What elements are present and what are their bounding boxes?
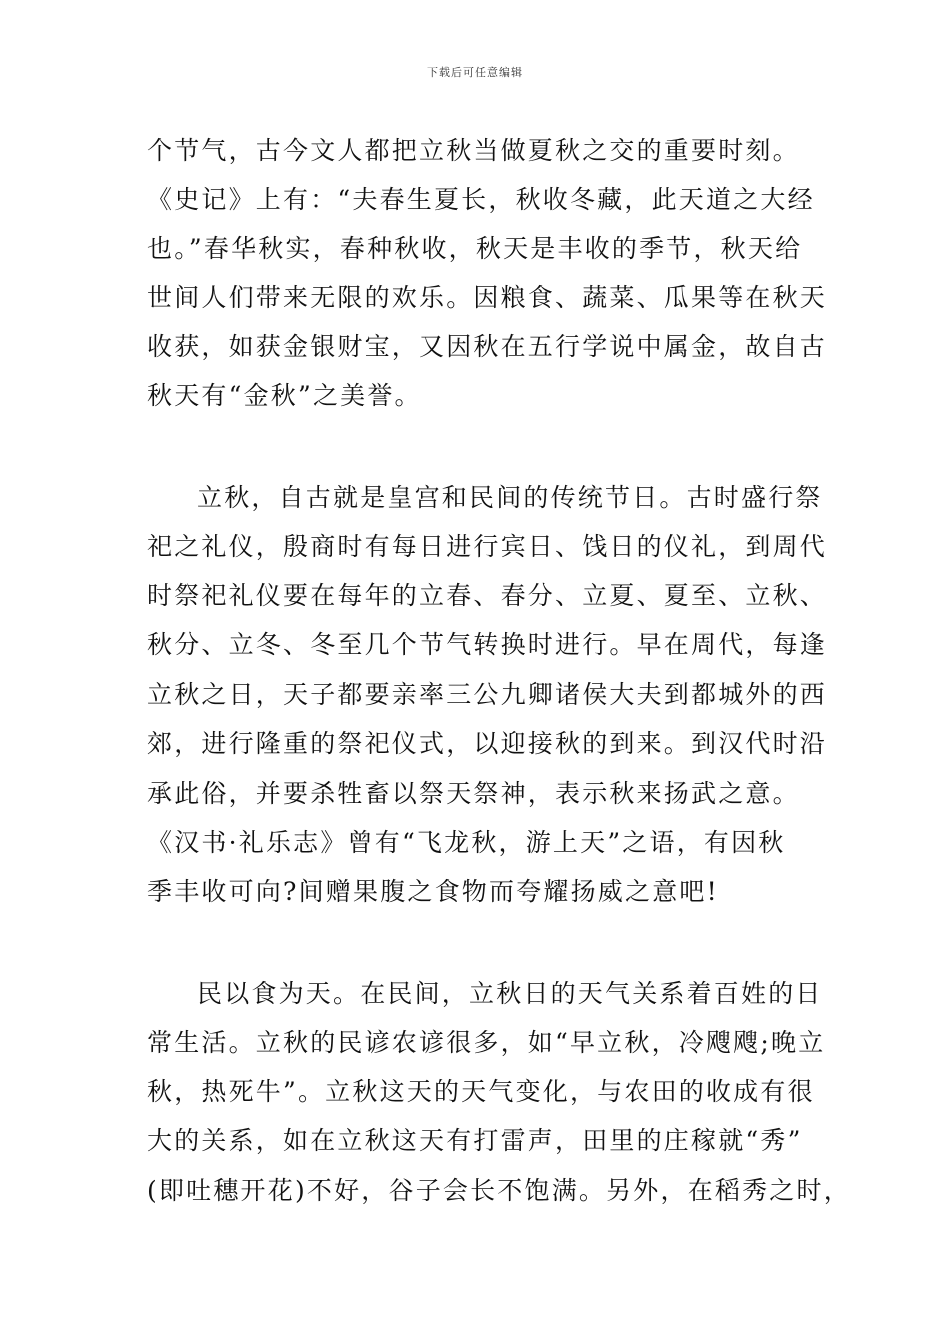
text-line: 《汉书·礼乐志》曾有“飞龙秋，游上天”之语，有因秋 xyxy=(147,828,786,857)
text-line: 郊，进行隆重的祭祀仪式，以迎接秋的到来。到汉代时沿 xyxy=(147,729,828,758)
text-line: 《史记》上有：“夫春生夏长，秋收冬藏，此天道之大经 xyxy=(147,185,815,214)
text-line: (即吐穗开花)不好，谷子会长不饱满。另外，在稻秀之时， xyxy=(147,1176,851,1205)
text-line: 秋天有“金秋”之美誉。 xyxy=(147,381,422,410)
text-line: 也。”春华秋实，春种秋收，秋天是丰收的季节，秋天给 xyxy=(147,234,803,263)
page-header: 下载后可任意编辑 xyxy=(427,66,523,79)
text-line: 个节气，古今文人都把立秋当做夏秋之交的重要时刻。 xyxy=(147,136,800,165)
text-line: 常生活。立秋的民谚农谚很多，如“早立秋，冷飕飕;晚立 xyxy=(147,1028,826,1057)
text-line: 时祭祀礼仪要在每年的立春、春分、立夏、夏至、立秋、 xyxy=(147,581,828,610)
text-line: 季丰收可向?间赠果腹之食物而夸耀扬威之意吧! xyxy=(147,877,719,906)
text-line: 承此俗，并要杀牲畜以祭天祭神，表示秋来扬武之意。 xyxy=(147,779,800,808)
text-line: 收获，如获金银财宝，又因秋在五行学说中属金，故自古 xyxy=(147,332,828,361)
text-line: 立秋之日，天子都要亲率三公九卿诸侯大夫到都城外的西 xyxy=(147,680,828,709)
text-line: 祀之礼仪，殷商时有每日进行宾日、饯日的仪礼，到周代 xyxy=(147,532,828,561)
text-line: 立秋，自古就是皇宫和民间的传统节日。古时盛行祭 xyxy=(197,483,823,512)
text-line: 秋分、立冬、冬至几个节气转换时进行。早在周代，每逢 xyxy=(147,630,828,659)
text-line: 世间人们带来无限的欢乐。因粮食、蔬菜、瓜果等在秋天 xyxy=(147,283,828,312)
text-line: 秋，热死牛”。立秋这天的天气变化，与农田的收成有很 xyxy=(147,1077,815,1106)
text-line: 大的关系，如在立秋这天有打雷声，田里的庄稼就“秀” xyxy=(147,1126,803,1155)
text-line: 民以食为天。在民间，立秋日的天气关系着百姓的日 xyxy=(197,979,823,1008)
